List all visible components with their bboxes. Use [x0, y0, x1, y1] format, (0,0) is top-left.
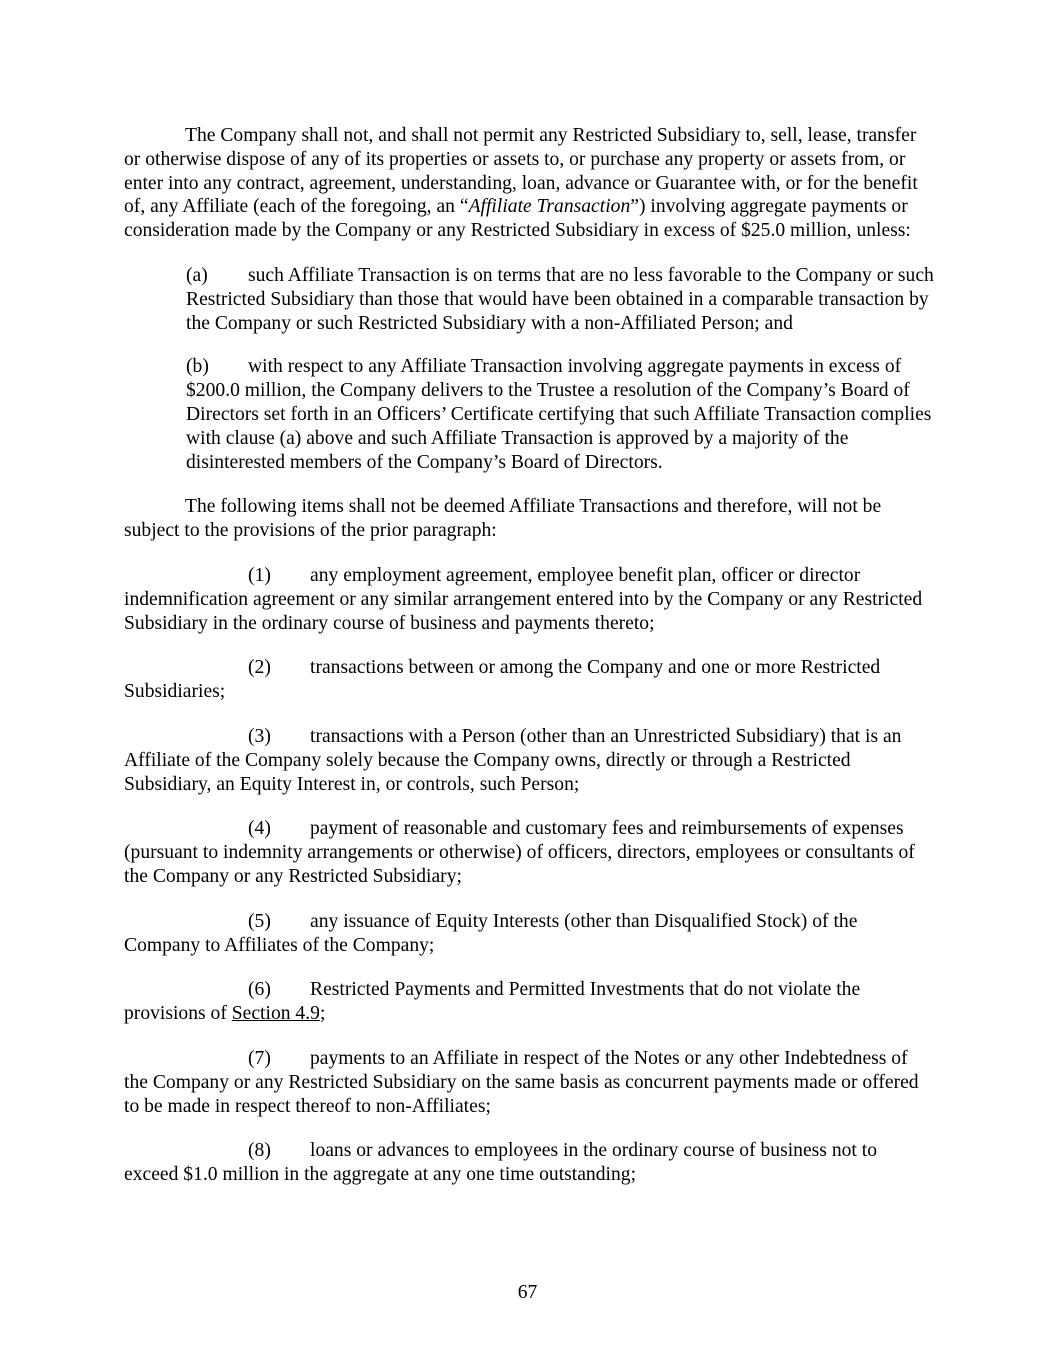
section-reference-link[interactable]: Section 4.9: [231, 1003, 320, 1025]
item-label: (8): [248, 1140, 271, 1162]
list-item-5: [124, 910, 934, 958]
condition-label: (b): [186, 356, 209, 378]
item-text: any issuance of Equity Interests (other than Disqualified Stock) of the Company to Affiliates of the Company;: [124, 910, 858, 956]
list-item-7: [124, 1047, 934, 1118]
list-item-3: [124, 725, 934, 796]
document-page: [124, 124, 934, 1187]
item-text: payment of reasonable and customary fees and reimbursements of expenses (pursuant to indemnity arrangements or otherwise) of officers, directors, employees or consultants of the Company or any Restricted Subsidiary;: [124, 818, 915, 887]
item-label: (7): [248, 1047, 271, 1069]
defined-term: Affiliate Transaction: [468, 196, 631, 218]
item-label: (2): [248, 657, 271, 679]
condition-b: [186, 355, 934, 474]
following-paragraph: The following items shall not be deemed Affiliate Transactions and therefore, will not be subject to the provisions of the prior paragraph:: [124, 496, 882, 542]
list-item-2: [124, 656, 934, 704]
intro-paragraph: [124, 124, 934, 243]
page-number: 67: [517, 1282, 538, 1303]
intro-text-end: ”) involving aggregate payments or consideration made by the Company or any Restricted Subsidiary in excess of $25.0 million, unless:: [124, 196, 911, 242]
list-item-1: [124, 564, 934, 635]
condition-a: [186, 264, 934, 335]
item-label: (6): [248, 979, 271, 1001]
list-item-8: [124, 1139, 934, 1187]
condition-text: such Affiliate Transaction is on terms that are no less favorable to the Company or such Restricted Subsidiary than those that would have been obtained in a comparable transaction by the Company or such Restricted Subsidiary with a non-Affiliated Person; and: [186, 264, 934, 334]
item-text: transactions with a Person (other than an Unrestricted Subsidiary) that is an Affiliate of the Company solely because the Company owns, directly or through a Restricted Subsidiary, an Equity Interest in, or controls, such Person;: [124, 725, 902, 795]
item-text: any employment agreement, employee benefit plan, officer or director indemnification agreement or any similar arrangement entered into by the Company or any Restricted Subsidiary in the ordinary course of business and payments thereto;: [124, 564, 923, 634]
list-item-4: [124, 817, 934, 888]
item-text: Restricted Payments and Permitted Investments that do not violate the provisions of: [124, 979, 861, 1025]
item-label: (4): [248, 818, 271, 840]
item-text-end: ;: [319, 1003, 326, 1025]
item-label: (1): [248, 564, 271, 586]
item-text: transactions between or among the Company and one or more Restricted Subsidiaries;: [124, 657, 881, 703]
intro-text-start: The Company shall not, and shall not permit any Restricted Subsidiary to, sell, lease, transfer or otherwise dispose of any of its properties or assets to, or purchase any property or assets from, or enter into any contract, agreement, understanding, loan, advance or Guarantee with, or for the benefit of, any Affiliate (each of the foregoing, an “: [124, 125, 918, 218]
item-label: (5): [248, 910, 271, 932]
item-label: (3): [248, 725, 271, 747]
condition-label: (a): [186, 264, 208, 286]
list-item-6: [124, 978, 934, 1026]
item-text: loans or advances to employees in the ordinary course of business not to exceed $1.0 million in the aggregate at any one time outstanding;: [124, 1140, 877, 1186]
item-text: payments to an Affiliate in respect of the Notes or any other Indebtedness of the Company or any Restricted Subsidiary on the same basis as concurrent payments made or offered to be made in respect thereof to non-Affiliates;: [124, 1047, 919, 1117]
condition-text: with respect to any Affiliate Transaction involving aggregate payments in excess of $200.0 million, the Company delivers to the Trustee a resolution of the Company’s Board of Directors set forth in an Officers’ Certificate certifying that such Affiliate Transaction complies with clause (a) above and such Affiliate Transaction is approved by a majority of the disinterested members of the Company’s Board of Directors.: [186, 356, 932, 473]
